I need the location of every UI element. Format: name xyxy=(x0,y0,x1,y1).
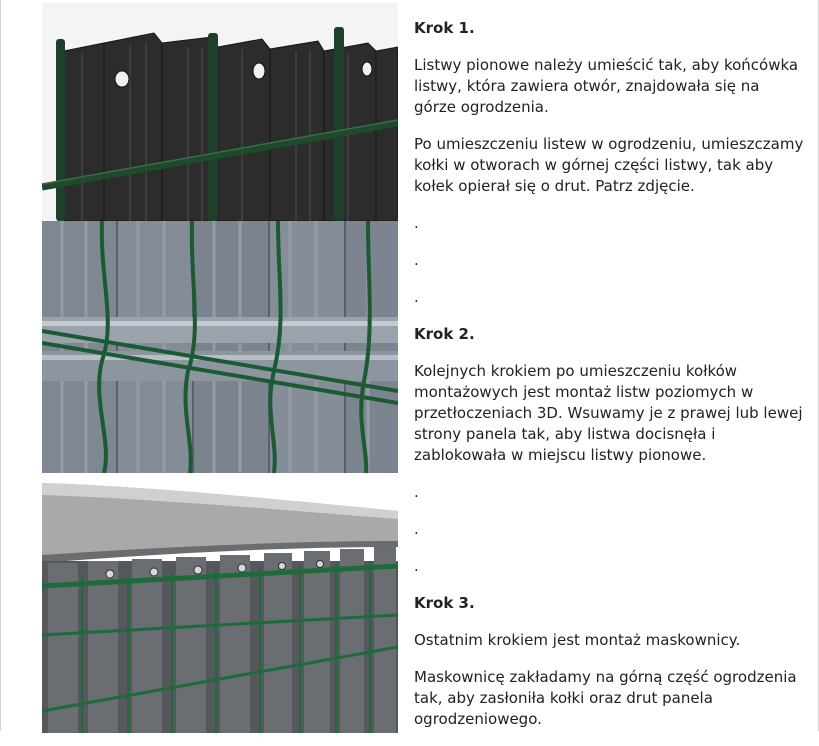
photo-step-1-vertical-slats xyxy=(42,3,398,221)
separator-dot: . xyxy=(414,214,419,232)
step-1-paragraph-1: Listwy pionowe należy umieścić tak, aby końcówka listwy, która zawiera otwór, znajdowała się na górze ogrodzenia. xyxy=(414,56,799,116)
step-3-paragraph-1: Ostatnim krokiem jest montaż maskownicy. xyxy=(414,631,741,649)
step-1-paragraph-2: Po umieszczeniu listew w ogrodzeniu, umieszczamy kołki w otworach w górnej części listwy, tak aby kołek opierał się o drut. Patrz zdjęcie. xyxy=(414,135,804,195)
separator-dot: . xyxy=(414,520,419,538)
separator-dot: . xyxy=(414,288,419,306)
instructions-column xyxy=(414,18,804,746)
separator-dot: . xyxy=(414,251,419,269)
step-2-paragraph-1: Kolejnych krokiem po umieszczeniu kołków montażowych jest montaż listw poziomych w przetłoczeniach 3D. Wsuwamy je z prawej lub lewej strony panela tak, aby listwa docisnęła i zablokowała w miejscu listwy pionowe. xyxy=(414,362,803,464)
photo-step-3-cover-cap xyxy=(42,475,398,733)
step-3-paragraph-2: Maskownicę zakładamy na górną część ogrodzenia tak, aby zasłoniła kołki oraz drut panela ogrodzeniowego. xyxy=(414,668,797,728)
step-3-heading: Krok 3. xyxy=(414,594,475,612)
separator-dot: . xyxy=(414,483,419,501)
separator-dot: . xyxy=(414,557,419,575)
step-2-heading: Krok 2. xyxy=(414,325,475,343)
step-1-heading: Krok 1. xyxy=(414,19,475,37)
photo-step-2-horizontal-rods xyxy=(42,221,398,473)
